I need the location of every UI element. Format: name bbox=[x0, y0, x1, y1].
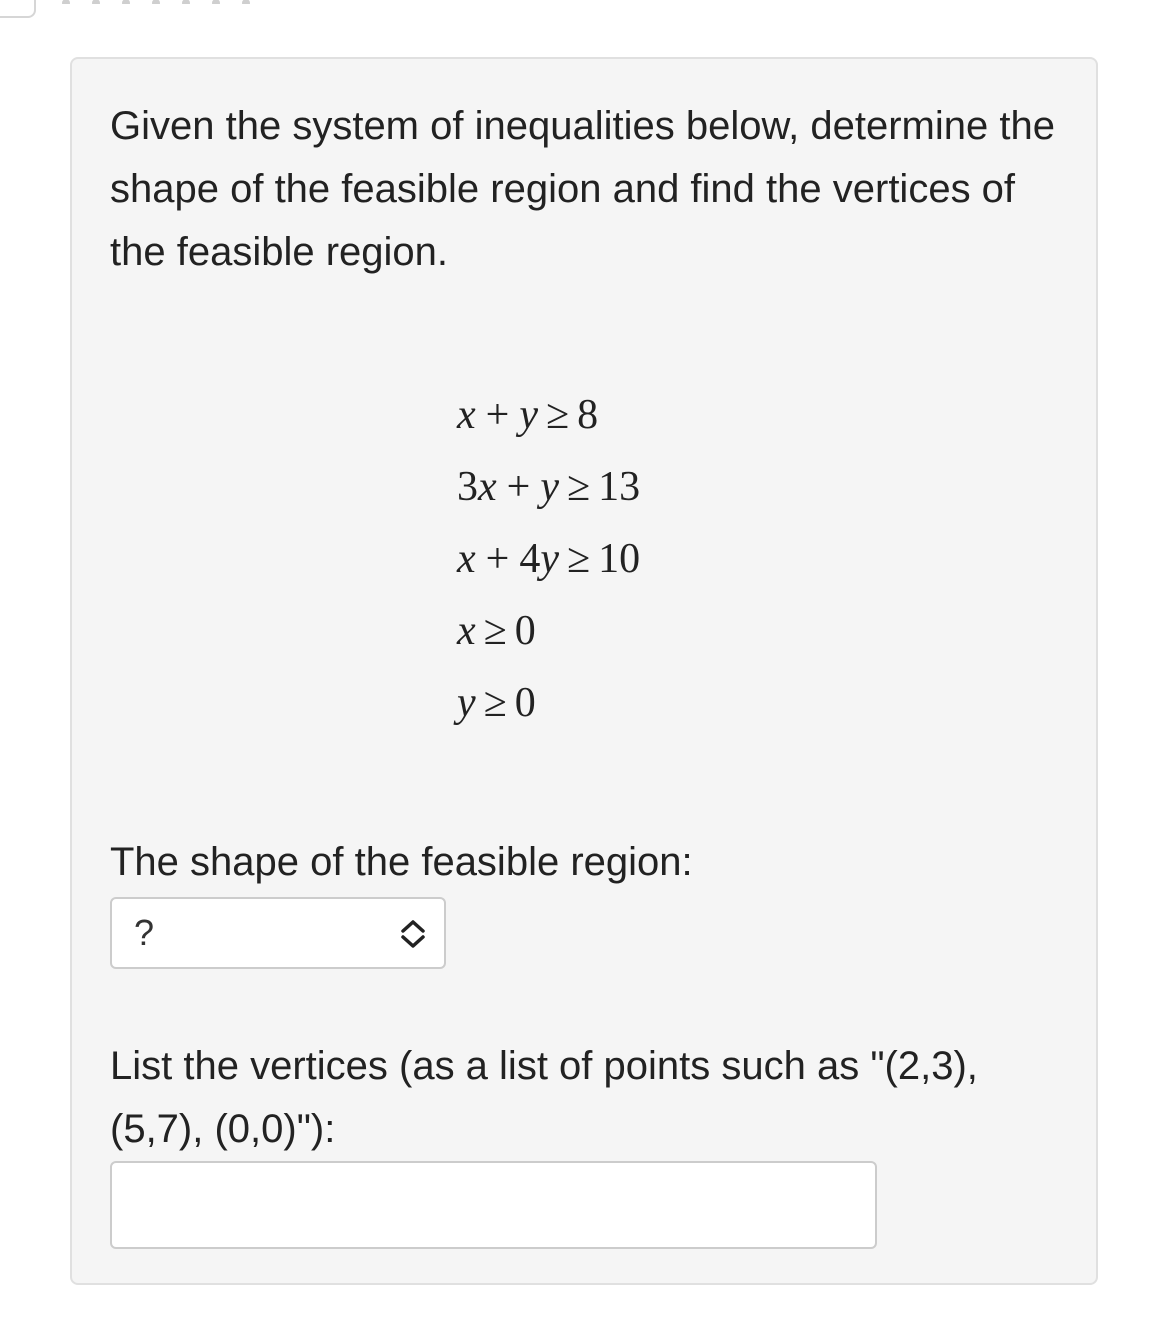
vertices-label: List the vertices (as a list of points such as "(2,3), (5,7), (0,0)"): bbox=[110, 1044, 978, 1151]
shape-select[interactable] bbox=[110, 897, 446, 969]
inequality-term: 13 bbox=[598, 464, 641, 510]
inequality-term: ≥ bbox=[483, 608, 507, 654]
inequality-term: 0 bbox=[514, 608, 536, 654]
inequality-term: 0 bbox=[514, 680, 536, 726]
inequality-term: 4 bbox=[519, 536, 541, 582]
inequality-term: ≥ bbox=[546, 392, 570, 438]
inequality-2 bbox=[457, 451, 857, 523]
inequality-term: y bbox=[540, 536, 559, 582]
inequality-1 bbox=[457, 379, 857, 451]
inequality-term: 3 bbox=[457, 464, 478, 510]
vertices-input[interactable] bbox=[110, 1161, 877, 1249]
inequality-term: y bbox=[540, 464, 559, 510]
up-down-chevron-icon bbox=[400, 919, 426, 949]
inequality-term: ≥ bbox=[567, 464, 591, 510]
inequality-term: + bbox=[485, 392, 510, 438]
inequality-5 bbox=[457, 667, 857, 739]
inequality-term: 8 bbox=[577, 392, 599, 438]
inequality-term: y bbox=[457, 680, 476, 726]
inequality-system bbox=[457, 379, 857, 739]
previous-panel-edge bbox=[0, 0, 36, 18]
previous-panel-dots bbox=[62, 0, 282, 4]
question-card bbox=[70, 57, 1098, 1285]
inequality-term: x bbox=[478, 464, 497, 510]
inequality-term: ≥ bbox=[483, 680, 507, 726]
inequality-term: x bbox=[457, 536, 476, 582]
shape-label: The shape of the feasible region: bbox=[110, 840, 693, 884]
inequality-term: + bbox=[485, 536, 510, 582]
inequality-term: ≥ bbox=[567, 536, 591, 582]
inequality-term: x bbox=[457, 392, 476, 438]
inequality-4 bbox=[457, 595, 857, 667]
inequality-term: y bbox=[519, 392, 538, 438]
inequality-term: x bbox=[457, 608, 476, 654]
shape-select-value: ? bbox=[134, 912, 155, 953]
inequality-term: 10 bbox=[598, 536, 641, 582]
inequality-3 bbox=[457, 523, 857, 595]
question-prompt: Given the system of inequalities below, determine the shape of the feasible region and find the vertices of the feasible region. bbox=[110, 104, 1055, 274]
inequality-term: + bbox=[506, 464, 531, 510]
